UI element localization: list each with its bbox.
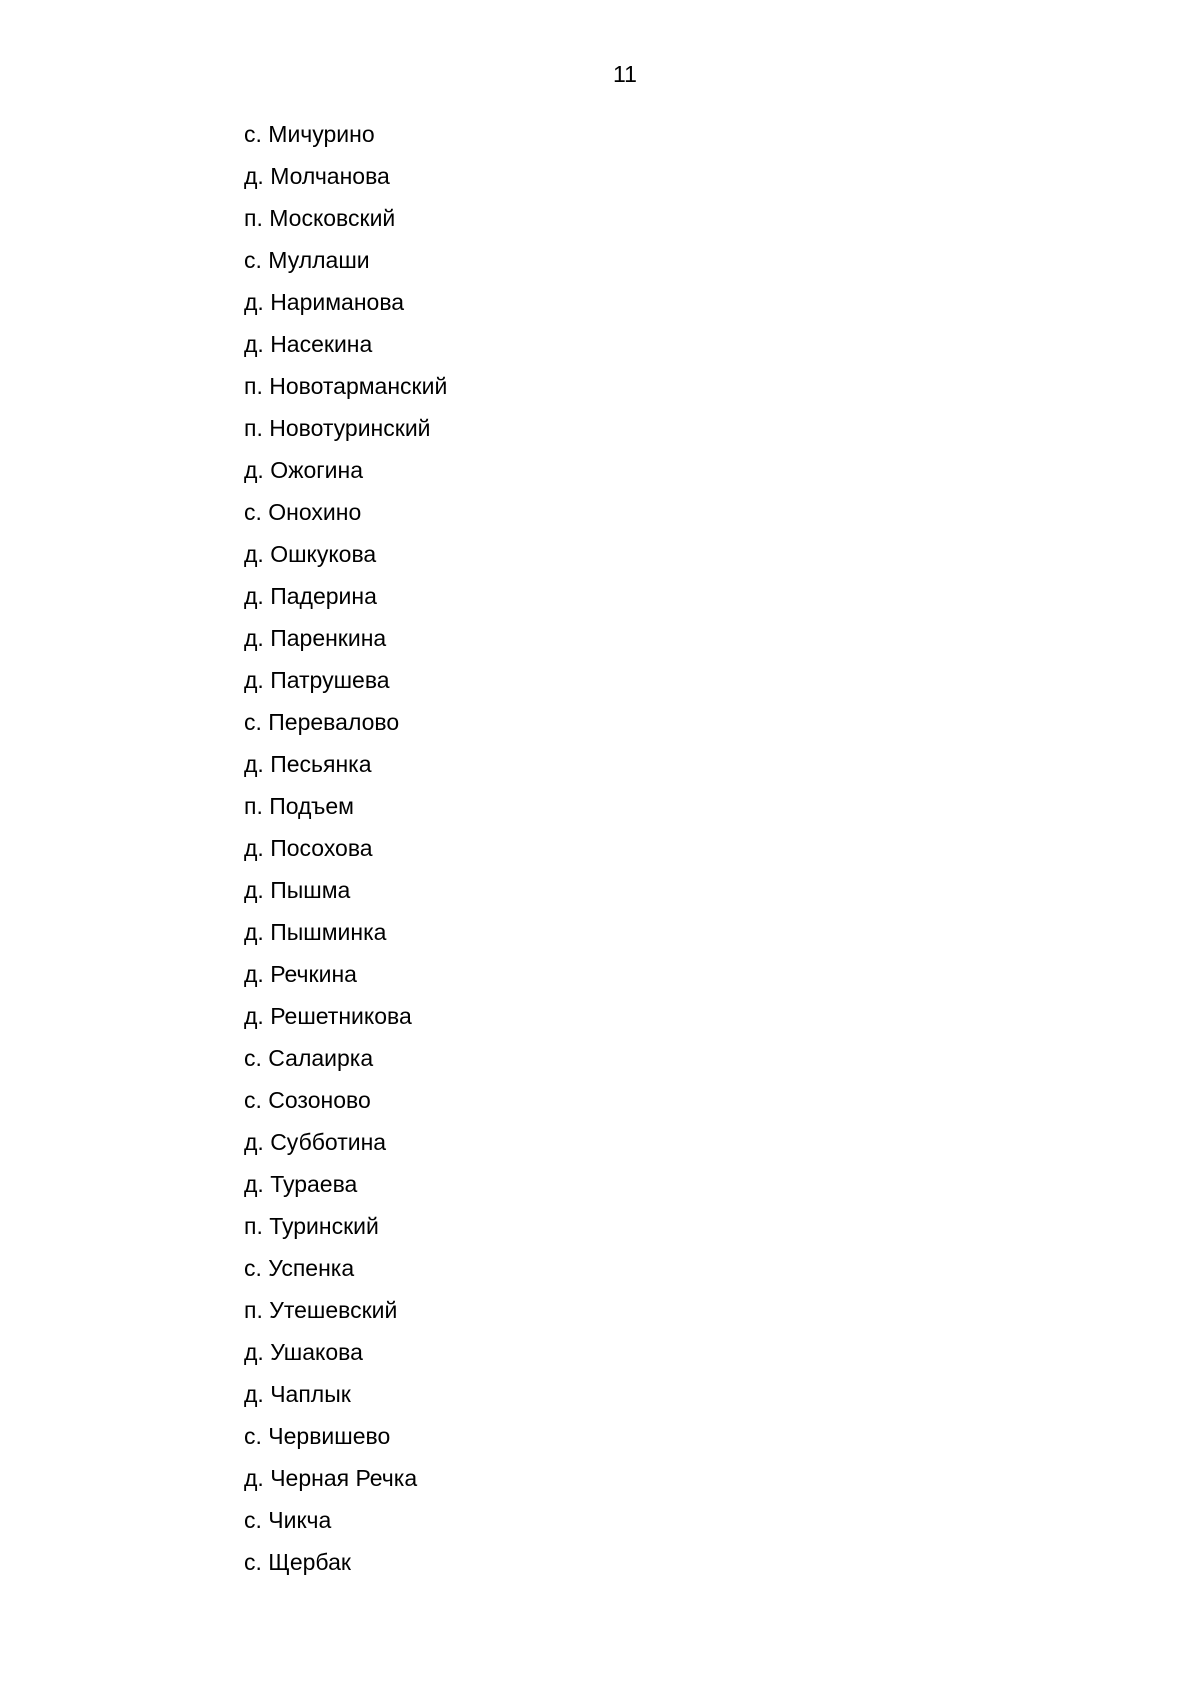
list-item: п. Утешевский <box>244 1297 398 1323</box>
list-item: с. Онохино <box>244 499 362 525</box>
list-item: д. Насекина <box>244 331 373 357</box>
list-item: с. Перевалово <box>244 709 400 735</box>
list-item: с. Мичурино <box>244 121 375 147</box>
list-item: с. Чикча <box>244 1507 332 1533</box>
list-item: д. Нариманова <box>244 289 405 315</box>
list-item: с. Успенка <box>244 1255 355 1281</box>
list-item: д. Ушакова <box>244 1339 363 1365</box>
list-item: д. Ошкукова <box>244 541 377 567</box>
page-number: 11 <box>613 61 637 87</box>
list-item: д. Посохова <box>244 835 373 861</box>
list-item: д. Субботина <box>244 1129 387 1155</box>
list-item: д. Речкина <box>244 961 357 987</box>
list-item: с. Муллаши <box>244 247 370 273</box>
list-item: д. Тураева <box>244 1171 358 1197</box>
list-item: д. Падерина <box>244 583 377 609</box>
list-item: д. Решетникова <box>244 1003 412 1029</box>
list-item: д. Молчанова <box>244 163 390 189</box>
list-item: д. Черная Речка <box>244 1465 418 1491</box>
list-item: п. Туринский <box>244 1213 379 1239</box>
list-item: п. Подъем <box>244 793 354 819</box>
list-item: п. Новотарманский <box>244 373 448 399</box>
list-item: с. Салаирка <box>244 1045 374 1071</box>
list-item: д. Пышминка <box>244 919 387 945</box>
list-item: п. Новотуринский <box>244 415 431 441</box>
list-item: д. Пышма <box>244 877 351 903</box>
list-item: д. Чаплык <box>244 1381 351 1407</box>
list-item: с. Червишево <box>244 1423 391 1449</box>
list-item: с. Созоново <box>244 1087 371 1113</box>
list-item: д. Ожогина <box>244 457 363 483</box>
list-item: д. Паренкина <box>244 625 387 651</box>
list-item: с. Щербак <box>244 1549 351 1575</box>
list-item: д. Патрушева <box>244 667 390 693</box>
list-item: д. Песьянка <box>244 751 372 777</box>
settlement-list <box>244 118 447 1588</box>
list-item: п. Московский <box>244 205 396 231</box>
